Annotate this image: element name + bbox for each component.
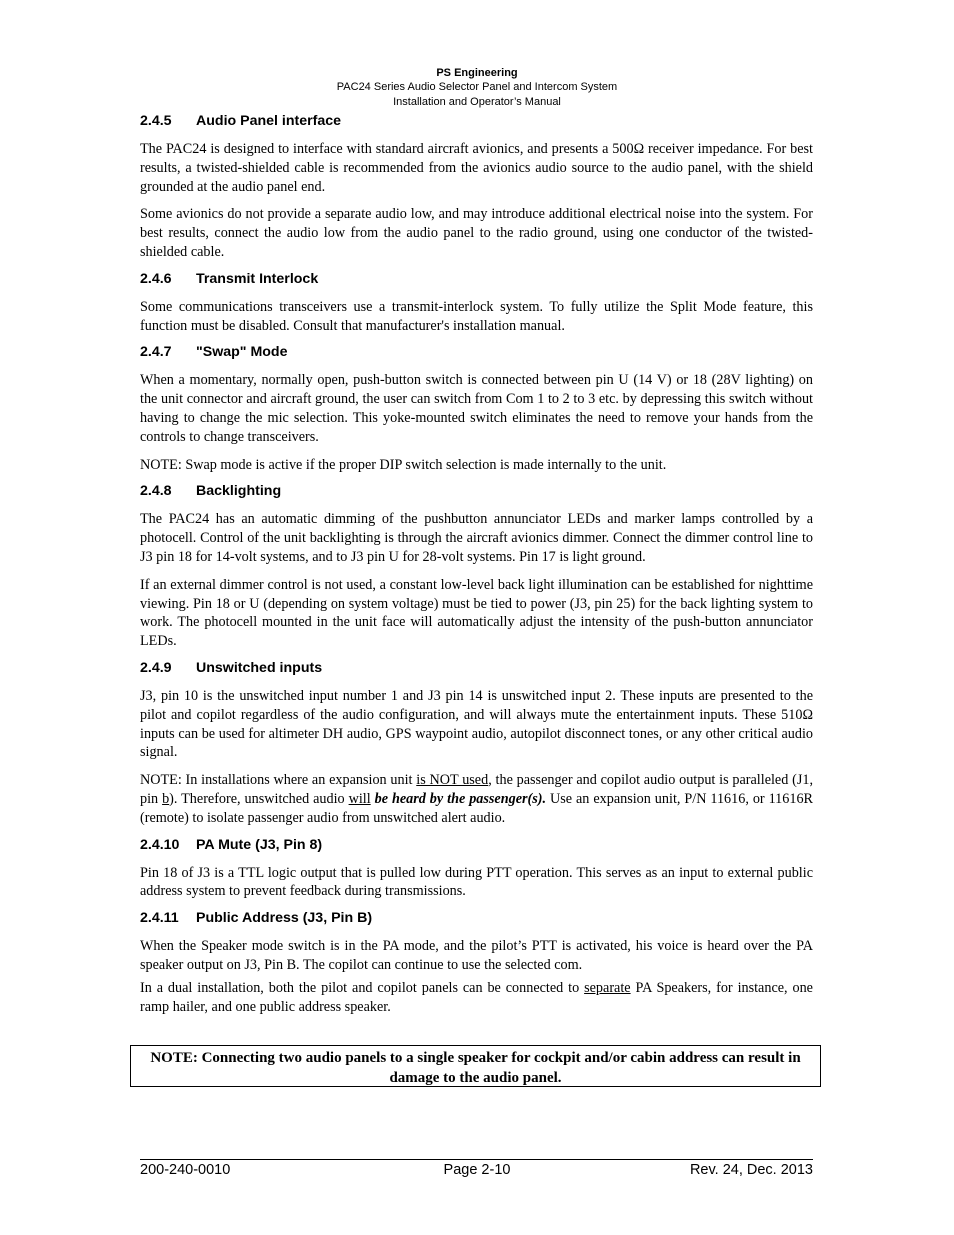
- paragraph: When the Speaker mode switch is in the PA mode, and the pilot’s PTT is activated, his voice is heard over the PA speaker output on J3, Pin B. The copilot can continue to use the selected com.: [140, 938, 813, 973]
- footer-page-number: Page 2-10: [443, 1162, 511, 1178]
- warning-note-box: NOTE: Connecting two audio panels to a single speaker for cockpit and/or cabin address can result in damage to the audio panel.: [130, 1045, 821, 1087]
- paragraph: The PAC24 is designed to interface with standard aircraft avionics, and presents a 500Ω receiver impedance. For best results, a twisted-shielded cable is recommended from the avionics audio source to the audio panel, with the shield grounded at the audio panel end.: [140, 141, 813, 195]
- section-heading-2-4-11: 2.4.11 Public Address (J3, Pin B): [140, 910, 373, 927]
- paragraph: In a dual installation, both the pilot and copilot panels can be connected to separate PA Speakers, for instance, one ramp hailer, and one public address speaker.: [140, 979, 813, 1015]
- section-heading-2-4-7: 2.4.7 "Swap" Mode: [140, 344, 288, 361]
- footer-doc-number: 200-240-0010: [140, 1162, 231, 1178]
- paragraph: Pin 18 of J3 is a TTL logic output that is pulled low during PTT operation. This serves as an input to external public address system to prevent feedback during transmissions.: [140, 864, 813, 900]
- footer-rule: [140, 1159, 813, 1160]
- section-heading-2-4-6: 2.4.6 Transmit Interlock: [140, 270, 319, 287]
- paragraph: The PAC24 has an automatic dimming of the pushbutton annunciator LEDs and marker lamps controlled by a photocell. Control of the unit backlighting is through the aircraft avionics dimmer. Connect the dimmer control line to J3 pin 18 for 14-volt systems, and to J3 pin U for 28-volt systems. Pin 17 is light ground.: [140, 511, 813, 565]
- paragraph: If an external dimmer control is not used, a constant low-level back light illumination can be established for nighttime viewing. Pin 18 or U (depending on system voltage) must be tied to power (J3, pin 25) for the back lighting system to work. The photocell mounted in the unit face will automatically adjust the intensity of the push-button annunciator LEDs.: [140, 576, 813, 650]
- section-heading-2-4-9: 2.4.9 Unswitched inputs: [140, 659, 323, 676]
- expansion-unit-note: NOTE: In installations where an expansion unit is NOT used, the passenger and copilot audio output is paralleled (J1, pin b). Therefore, unswitched audio will be heard by the passenger(s). Use an expansion unit, P/N 11616, or 11616R (remote) to isolate passenger audio from unswitched alert audio.: [140, 772, 813, 826]
- paragraph: J3, pin 10 is the unswitched input number 1 and J3 pin 14 is unswitched input 2. These inputs are presented to the pilot and copilot regardless of the audio configuration, and will always mute the entertainment inputs. These 510Ω inputs can be used for altimeter DH audio, GPS waypoint audio, autopilot disconnect tones, or any other critical audio signal.: [140, 687, 813, 761]
- section-heading-2-4-10: 2.4.10 PA Mute (J3, Pin 8): [140, 836, 323, 853]
- header-manual: Installation and Operator’s Manual: [393, 96, 561, 108]
- paragraph: When a momentary, normally open, push-button switch is connected between pin U (14 V) or 18 (28V lighting) on the unit connector and aircraft ground, the user can switch from Com 1 to 2 to 3 etc. by depressing this switch without having to change the mic selection. This yoke-mounted switch eliminates the need to remove your hands from the controls to change transceivers.: [140, 372, 813, 445]
- section-heading-2-4-8: 2.4.8 Backlighting: [140, 483, 282, 500]
- paragraph: Some communications transceivers use a transmit-interlock system. To fully utilize the Split Mode feature, this function must be disabled. Consult that manufacturer's installation manual.: [140, 298, 813, 334]
- paragraph: Some avionics do not provide a separate audio low, and may introduce additional electrical noise into the system. For best results, connect the audio low from the audio panel to the radio ground, using one conductor of the twisted-shielded cable.: [140, 206, 813, 260]
- header-company: PS Engineering: [436, 67, 518, 79]
- section-heading-2-4-5: 2.4.5 Audio Panel interface: [140, 113, 342, 129]
- body-content: [140, 112, 813, 1016]
- header-product: PAC24 Series Audio Selector Panel and Intercom System: [336, 81, 618, 93]
- footer-revision: Rev. 24, Dec. 2013: [689, 1162, 813, 1178]
- paragraph: NOTE: Swap mode is active if the proper DIP switch selection is made internally to the unit.: [140, 456, 667, 473]
